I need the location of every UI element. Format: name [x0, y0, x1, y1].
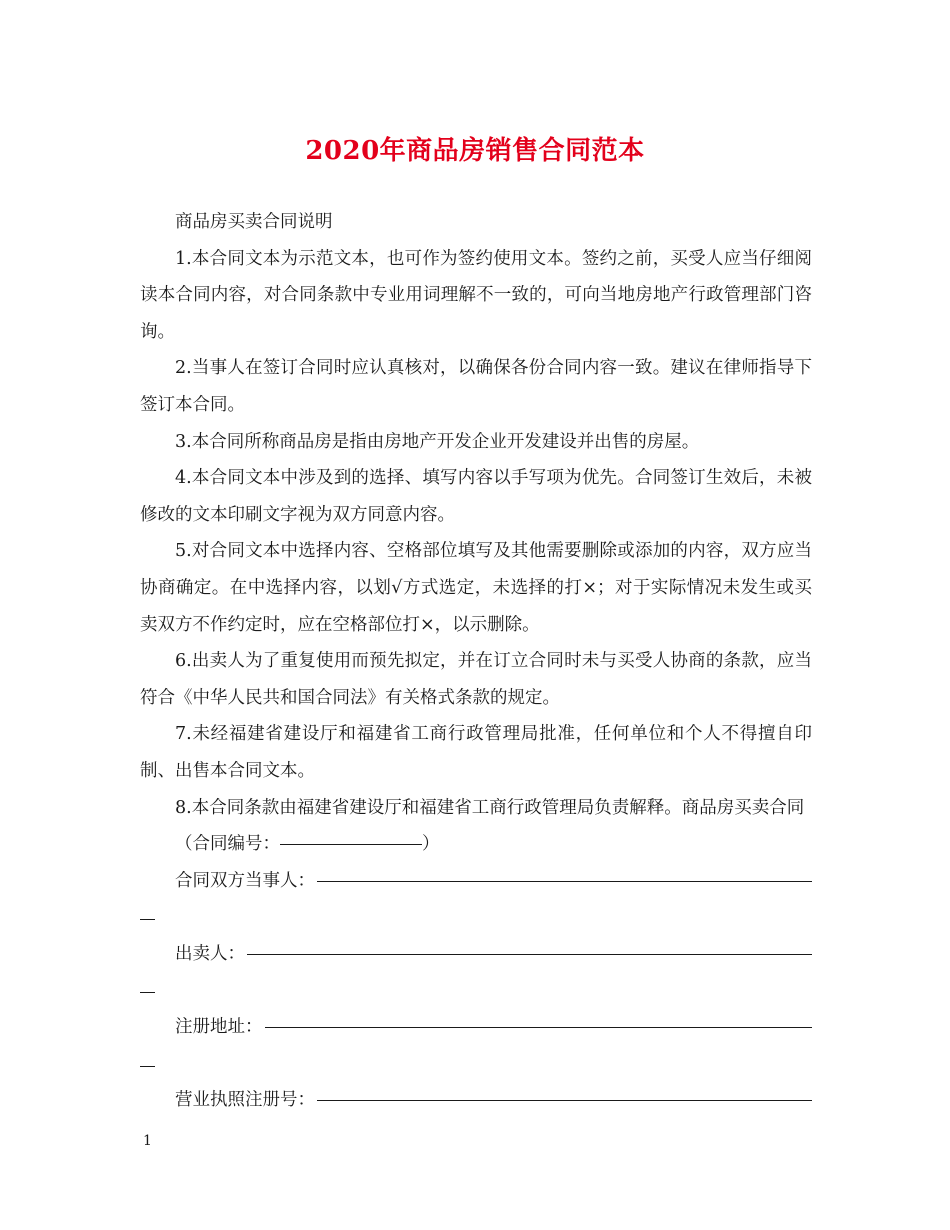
- license-field: [140, 1082, 812, 1119]
- address-label: 注册地址：: [175, 1017, 263, 1038]
- seller-blank-tail: [140, 972, 812, 1009]
- paragraph-3: 3.本合同所称商品房是指由房地产开发企业开发建设并出售的房屋。: [175, 431, 700, 452]
- document-title: 2020年商品房销售合同范本: [305, 136, 645, 166]
- paragraph-4: 4.本合同文本中涉及到的选择、填写内容以手写项为优先。合同签订生效后，未被修改的文本印刷文字视为双方同意内容。: [140, 468, 812, 525]
- paragraph-7: 7.未经福建省建设厅和福建省工商行政管理局批准，任何单位和个人不得擅自印制、出售本合同文本。: [140, 724, 812, 781]
- contract-number-close: ）: [422, 834, 440, 855]
- parties-field: [140, 863, 812, 900]
- parties-blank-tail: [140, 899, 812, 936]
- address-blank-line: [265, 1026, 813, 1028]
- section-heading: 商品房买卖合同说明: [175, 212, 333, 232]
- paragraph-6: 6.出卖人为了重复使用而预先拟定，并在订立合同时未与买受人协商的条款，应当符合《中华人民共和国合同法》有关格式条款的规定。: [140, 651, 812, 708]
- page-number: 1: [143, 1133, 152, 1149]
- parties-label: 合同双方当事人：: [175, 870, 315, 891]
- seller-blank-line: [247, 953, 812, 955]
- document-body: [140, 204, 812, 1119]
- parties-blank-line: [317, 880, 812, 882]
- license-blank-line: [317, 1099, 812, 1101]
- paragraph-5: 5.对合同文本中选择内容、空格部位填写及其他需要删除或添加的内容，双方应当协商确定。在中选择内容，以划√方式选定，未选择的打×；对于实际情况未发生或买卖双方不作约定时，应在空格部位打×，以示删除。: [140, 541, 812, 635]
- paragraph-2: 2.当事人在签订合同时应认真核对，以确保各份合同内容一致。建议在律师指导下签订本合同。: [140, 358, 812, 415]
- paragraph-1: 1.本合同文本为示范文本，也可作为签约使用文本。签约之前，买受人应当仔细阅读本合同内容，对合同条款中专业用词理解不一致的，可向当地房地产行政管理部门咨询。: [140, 248, 812, 342]
- seller-label: 出卖人：: [175, 943, 245, 964]
- address-field: [140, 1009, 812, 1046]
- contract-number-blank: [280, 843, 422, 845]
- contract-number-row: [140, 826, 812, 863]
- seller-field: [140, 936, 812, 973]
- license-label: 营业执照注册号：: [175, 1090, 315, 1111]
- address-blank-tail: [140, 1046, 812, 1083]
- contract-number-label: （合同编号：: [175, 834, 280, 855]
- paragraph-8: 8.本合同条款由福建省建设厅和福建省工商行政管理局负责解释。商品房买卖合同: [175, 797, 805, 818]
